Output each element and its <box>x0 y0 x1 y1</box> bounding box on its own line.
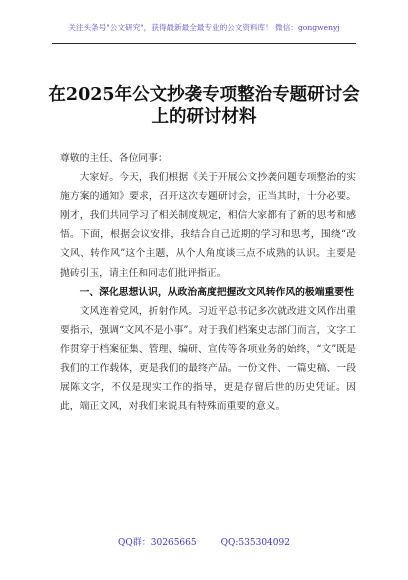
section-1-paragraph: 文风连着党风，折射作风。习近平总书记多次就改进文风作出重要指示，强调“文风不是小事”。对于我们档案史志部门而言，文字工作贯穿于档案征集、管理、编研、宣传等各项业务的始终，“文”既是我们的工作载体，更是我们的最终产品。一份文件、一篇史稿、一段展陈文字，不仅是现实工作的指导，更是存留后世的历史凭证。因此，端正文风，对我们来说具有特殊而重要的意义。 <box>60 305 356 413</box>
title-line-2: 上的研讨材料 <box>151 107 257 127</box>
footer-qq: QQ:535304092 <box>220 538 290 548</box>
document-title <box>40 84 368 128</box>
document-body <box>60 149 356 416</box>
promo-banner: 关注头条号"公文研究"，获得最新最全最专业的公文资料库！ 微信：gongwenyj <box>68 23 340 32</box>
section-1-heading: 一、深化思想认识，从政治高度把握改文风转作风的极端重要性 <box>79 286 354 298</box>
title-line-1: 在2025年公文抄袭专项整治专题研讨会 <box>48 85 360 105</box>
footer-qq-group: QQ群：30265665 <box>118 538 197 548</box>
intro-paragraph: 大家好。今天，我们根据《关于开展公文抄袭问题专项整治的实施方案的通知》要求，召开这次专题研讨会，正当其时，十分必要。刚才，我们共同学习了相关制度规定，相信大家都有了新的思考和感悟。下面，根据会议安排，我结合自己近期的学习和思考，围绕“改文风、转作风”这个主题，从个人角度谈三点不成熟的认识。主要是抛砖引玉，请主任和同志们批评指正。 <box>60 172 356 279</box>
header-divider <box>52 43 356 44</box>
page-footer <box>0 535 408 548</box>
salutation: 尊敬的主任、各位同事： <box>60 153 168 164</box>
